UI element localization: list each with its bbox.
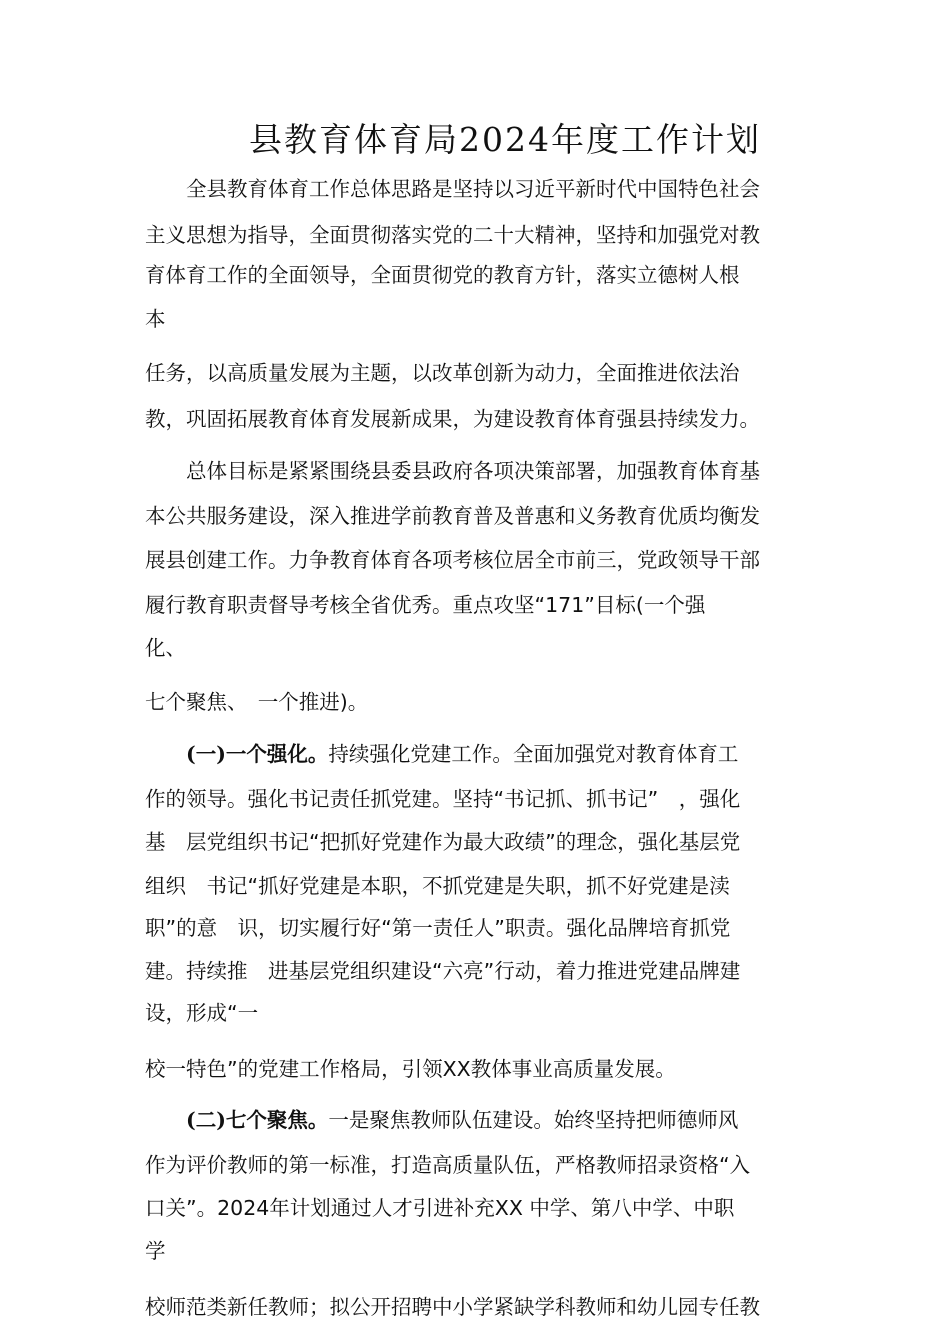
paragraph-text: 一是聚焦教师队伍建设。始终坚持把师德师风 [328,1108,739,1132]
paragraph-line: 基 层党组织书记“把抓好党建作为最大政绩”的理念，强化基层党 [145,830,741,854]
paragraph-text: 持续强化党建工作。全面加强党对教育体育工 [328,742,739,766]
paragraph-line: 教，巩固拓展教育体育发展新成果，为建设教育体育强县持续发力。 [145,407,760,431]
paragraph-line: 七个聚焦、 一个推进)。 [145,690,369,714]
paragraph-line: 总体目标是紧紧围绕县委县政府各项决策部署，加强教育体育基 [186,459,760,483]
paragraph-line [186,1105,846,1135]
paragraph-line: 育体育工作的全面领导，全面贯彻党的教育方针，落实立德树人根 [145,263,740,287]
paragraph-line: 学 [145,1239,166,1263]
paragraph-line: 任务，以高质量发展为主题，以改革创新为动力，全面推进依法治 [145,361,740,385]
paragraph-line [186,739,846,769]
paragraph-line: 履行教育职责督导考核全省优秀。重点攻坚“171”目标(一个强 [145,593,706,617]
paragraph-line: 建。持续推 进基层党组织建设“六亮”行动，着力推进党建品牌建 [145,959,741,983]
paragraph-line: 校一特色”的党建工作格局，引领XX教体事业高质量发展。 [145,1057,676,1081]
paragraph-line: 职”的意 识，切实履行好“第一责任人”职责。强化品牌培育抓党 [145,916,731,940]
document-title: 县教育体育局2024年度工作计划 [249,120,761,159]
paragraph-line: 主义思想为指导，全面贯彻落实党的二十大精神，坚持和加强党对教 [145,223,760,247]
paragraph-line: 组织 书记“抓好党建是本职，不抓党建是失职，抓不好党建是渎 [145,874,730,898]
paragraph-line: 本公共服务建设，深入推进学前教育普及普惠和义务教育优质均衡发 [145,504,760,528]
paragraph-line: 设，形成“一 [145,1001,259,1025]
paragraph-line: 展县创建工作。力争教育体育各项考核位居全市前三，党政领导干部 [145,548,760,572]
paragraph-line: 作为评价教师的第一标准，打造高质量队伍，严格教师招录资格“入 [145,1153,751,1177]
paragraph-line: 作的领导。强化书记责任抓党建。坚持“书记抓、抓书记” ，强化 [145,787,741,811]
paragraph-line: 校师范类新任教师；拟公开招聘中小学紧缺学科教师和幼儿园专任教 [145,1295,760,1319]
paragraph-line: 全县教育体育工作总体思路是坚持以习近平新时代中国特色社会 [186,177,760,201]
paragraph-line: 化、 [145,636,186,660]
section-heading: (二)七个聚焦。 [186,1108,329,1132]
section-heading: (一)一个强化。 [186,742,329,766]
paragraph-line: 本 [145,307,166,331]
paragraph-line: 口关”。2024年计划通过人才引进补充XX 中学、第八中学、中职 [145,1196,735,1220]
